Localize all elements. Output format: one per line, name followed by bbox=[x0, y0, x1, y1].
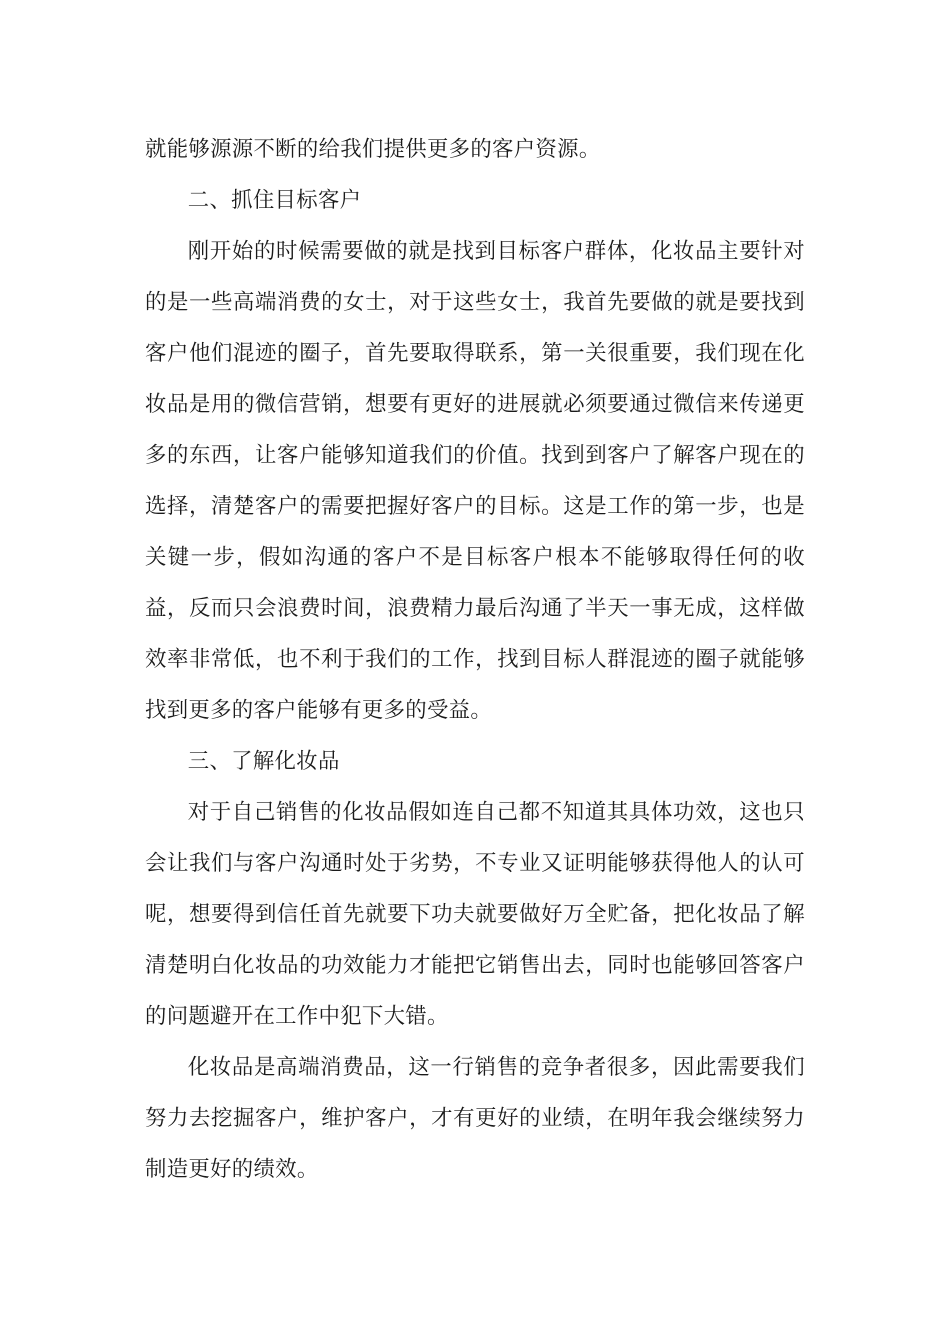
paragraph-continuation: 就能够源源不断的给我们提供更多的客户资源。 bbox=[145, 137, 601, 162]
document-body bbox=[145, 124, 805, 1195]
paragraph-conclusion: 化妆品是高端消费品，这一行销售的竞争者很多，因此需要我们努力去挖掘客户，维护客户，才有更好的业绩，在明年我会继续努力制造更好的绩效。 bbox=[145, 1055, 805, 1182]
section-heading-3: 三、了解化妆品 bbox=[187, 749, 340, 774]
paragraph-know-cosmetics: 对于自己销售的化妆品假如连自己都不知道其具体功效，这也只会让我们与客户沟通时处于劣势，不专业又证明能够获得他人的认可呢，想要得到信任首先就要下功夫就要做好万全贮备，把化妆品了解清楚明白化妆品的功效能力才能把它销售出去，同时也能够回答客户的问题避开在工作中犯下大错。 bbox=[145, 800, 805, 1029]
paragraph-target-customers: 刚开始的时候需要做的就是找到目标客户群体，化妆品主要针对的是一些高端消费的女士，对于这些女士，我首先要做的就是要找到客户他们混迹的圈子，首先要取得联系，第一关很重要，我们现在化妆品是用的微信营销，想要有更好的进展就必须要通过微信来传递更多的东西，让客户能够知道我们的价值。找到到客户了解客户现在的选择，清楚客户的需要把握好客户的目标。这是工作的第一步，也是关键一步，假如沟通的客户不是目标客户根本不能够取得任何的收益，反而只会浪费时间，浪费精力最后沟通了半天一事无成，这样做效率非常低，也不利于我们的工作，找到目标人群混迹的圈子就能够找到更多的客户能够有更多的受益。 bbox=[145, 239, 805, 723]
section-heading-2: 二、抓住目标客户 bbox=[187, 188, 362, 213]
